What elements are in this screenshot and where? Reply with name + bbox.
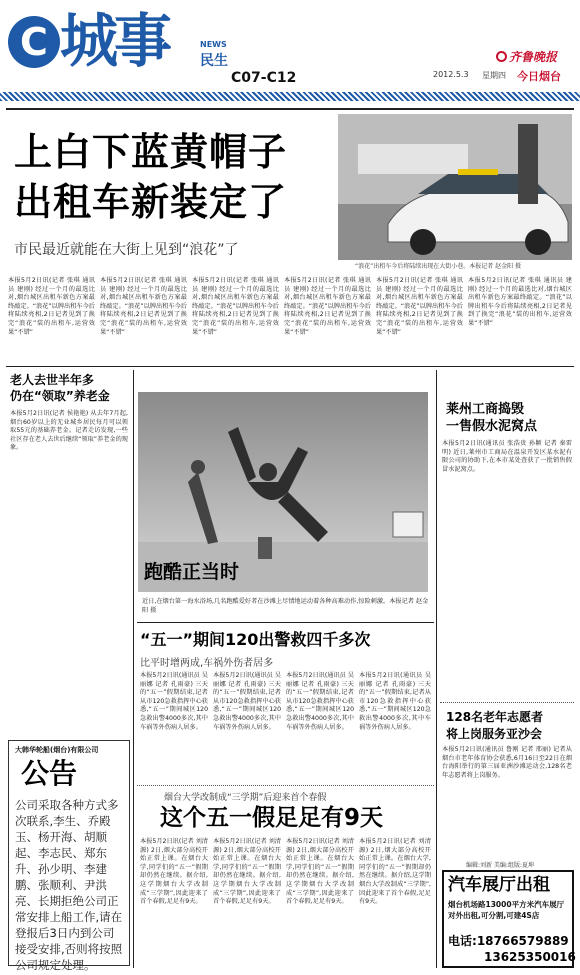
left-col-divider: [133, 370, 134, 968]
ad-body: 烟台机场路13000平方米汽车展厅对外出租,可分割,可建4S店: [448, 900, 565, 920]
lead-body-col1: 本报5月2日讯(记者 张琪 通讯员 建刚) 经过一个月的最选比对,烟台城区出租车新色方案最终敲定。“浪花”以牌出租车今后将陆续亮相,2日记者见到了换完“浪花”装的出租车,运营效果“不错”: [8, 277, 95, 336]
emergency-body-col3: 本报5月2日讯(通讯员 吴丽娜 记者 孔雨豪) 三天的“五一”假期结束,记者从市120急救指挥中心获悉,“五一”期间城区120急救出警4000多次,其中车祸等外伤病人居多。: [286, 672, 354, 731]
holiday-body-col2: 本报5月2日讯(记者 刘清源) 2日,烟大部分高校开始正常上课。在烟台大学,同学们的“五一”假期却仍然在继续。据介绍,这学期烟台大学改制成“三学期”,因此迎来了首个春假,足足有9天。: [213, 838, 281, 906]
paper-logo-icon: [496, 51, 507, 62]
lead-body-col3: 本报5月2日讯(记者 张琪 通讯员 建刚) 经过一个月的最选比对,烟台城区出租车新色方案最终敲定。“浪花”以牌出租车今后将陆续亮相,2日记者见到了换完“浪花”装的出租车,运营效果“不错”: [192, 277, 279, 336]
masthead-title: 城事: [60, 7, 169, 75]
volunteer-headline-line2: 将上岗服务亚沙会: [446, 727, 543, 741]
market-body: 本报5月2日讯(通讯员 张浩贵 孙颖 记者 秦雷明) 近日,莱州市工商局在温泉开发区某水泥有限公司的协助下,在本市某处查获了一批销售假冒水泥窝点。: [442, 440, 572, 473]
lead-body-col4: 本报5月2日讯(记者 张琪 通讯员 建刚) 经过一个月的最选比对,烟台城区出租车新色方案最终敲定。“浪花”以牌出租车今后将陆续亮相,2日记者见到了换完“浪花”装的出租车,运营效果“不错”: [284, 277, 371, 336]
emergency-body-col2: 本报5月2日讯(通讯员 吴丽娜 记者 孔雨豪) 三天的“五一”假期结束,记者从市120急救指挥中心获悉,“五一”期间城区120急救出警4000多次,其中车祸等外伤病人居多。: [213, 672, 281, 731]
notice-company: 大韩华轮船(烟台)有限公司: [15, 746, 99, 754]
lead-body-col2: 本报5月2日讯(记者 张琪 通讯员 建刚) 经过一个月的最选比对,烟台城区出租车新色方案最终敲定。“浪花”以牌出租车今后将陆续亮相,2日记者见到了换完“浪花”装的出租车,运营效果“不错”: [100, 277, 187, 336]
market-headline-line1: 莱州工商捣毁: [446, 402, 525, 417]
masthead-news-cn: 民生: [200, 53, 228, 69]
ad-phone-label: 电话:: [448, 934, 477, 948]
lead-headline-line1: 上白下蓝黄帽子: [14, 130, 288, 174]
masthead-logo-letter: C: [20, 20, 48, 64]
emergency-headline: “五一”期间120出警救四千多次: [140, 630, 371, 649]
notice-title: 公告: [21, 757, 78, 790]
elderly-body: 本报5月2日讯(记者 侯艳艳) 从去年7月起,烟台60岁以上的无业城乡居民每月可以领取55元的基础养老金。记者走访发现,一些社区存在老人去世后继续“领取”养老金的现象。: [10, 410, 128, 452]
right-col-divider: [436, 370, 437, 968]
lead-bottom-rule: [6, 366, 574, 367]
holiday-kicker: 烟台大学改制成“三学期”后迎来首个春假: [164, 793, 327, 803]
lead-body-col5: 本报5月2日讯(记者 张琪 通讯员 建刚) 经过一个月的最选比对,烟台城区出租车新色方案最终敲定。“浪花”以牌出租车今后将陆续亮相,2日记者见到了换完“浪花”装的出租车,运营效果“不错”: [376, 277, 463, 336]
parkour-headline: 跑酷正当时: [144, 561, 240, 583]
taxi-photo-illustration: [338, 114, 572, 260]
ad-phone-1-number: 18766579889: [476, 934, 569, 948]
masthead-paper-name: 齐鲁晚报: [496, 48, 557, 65]
masthead-news-en: NEWS: [200, 40, 227, 49]
ad-box: [442, 870, 574, 968]
parkour-caption: 近日,在烟台第一海水浴场,几名跑酷爱好者在沙滩上尽情地运动着各种高难动作,惊险刺激。本报记者 赵金阳 摄: [142, 598, 429, 614]
masthead-edition: 今日烟台: [517, 70, 561, 83]
market-headline-line2: 一售假水泥窝点: [446, 419, 538, 434]
elderly-headline-line1: 老人去世半年多: [10, 373, 95, 387]
volunteer-footer: 编辑:刘新 美编:组版:夏坤: [466, 862, 534, 869]
masthead: [0, 0, 580, 104]
masthead-stripe: [0, 92, 580, 101]
masthead-logo-circle: [8, 16, 60, 68]
market-bottom-rule: [440, 702, 574, 703]
lead-subhead: 市民最近就能在大街上见到“浪花”了: [14, 242, 239, 258]
ad-phone-1: [448, 934, 569, 949]
holiday-headline: 这个五一假足足有9天: [160, 805, 384, 831]
notice-box: [8, 740, 130, 972]
lead-photo: [338, 114, 572, 260]
parkour-bottom-rule: [137, 622, 434, 623]
emergency-body-col4: 本报5月2日讯(通讯员 吴丽娜 记者 孔雨豪) 三天的“五一”假期结束,记者从市120急救指挥中心获悉,“五一”期间城区120急救出警4000多次,其中车祸等外伤病人居多。: [359, 672, 431, 731]
emergency-subhead: 比平时增两成,车祸外伤者居多: [140, 658, 274, 669]
elderly-headline-line2: 仍在“领取”养老金: [10, 389, 110, 403]
holiday-body-col4: 本报5月2日讯(记者 刘清源) 2日,烟大部分高校开始正常上课。在烟台大学,同学们的“五一”假期却仍然在继续。据介绍,这学期烟台大学改制成“三学期”,因此迎来了首个春假,足足有9天。: [359, 838, 431, 906]
ad-phone-2: 13625350016: [484, 950, 576, 964]
ad-title: 汽车展厅出租: [448, 875, 550, 895]
masthead-weekday: 星期四: [482, 71, 506, 80]
holiday-body-col3: 本报5月2日讯(记者 刘清源) 2日,烟大部分高校开始正常上课。在烟台大学,同学们的“五一”假期却仍然在继续。据介绍,这学期烟台大学改制成“三学期”,因此迎来了首个春假,足足有9天。: [286, 838, 354, 906]
masthead-date: 2012.5.3: [433, 70, 469, 79]
lead-top-rule: [6, 108, 574, 110]
volunteer-headline-line1: 128名老年志愿者: [446, 710, 544, 724]
emergency-body-col1: 本报5月2日讯(通讯员 吴丽娜 记者 孔雨豪) 三天的“五一”假期结束,记者从市120急救指挥中心获悉,“五一”期间城区120急救出警4000多次,其中车祸等外伤病人居多。: [140, 672, 208, 731]
masthead-pages: C07-C12: [231, 70, 297, 86]
holiday-body-col1: 本报5月2日讯(记者 刘清源) 2日,烟大部分高校开始正常上课。在烟台大学,同学们的“五一”假期却仍然在继续。据介绍,这学期烟台大学改制成“三学期”,因此迎来了首个春假,足足有9天。: [140, 838, 208, 906]
lead-photo-caption: “浪花”出租车今后将陆续出现在大街小巷。本报记者 赵金阳 摄: [355, 263, 522, 270]
volunteer-body: 本报5月2日讯(通讯员 鲁刚 记者 邢丽) 记者从烟台市老年体育协会获悉,6月16日至22日在烟台海阳举行的第三届亚洲沙滩运动会,128名老年志愿者将上岗服务。: [442, 746, 572, 779]
emergency-bottom-rule: [137, 785, 434, 786]
notice-body: 公司采取各种方式多次联系,李生、乔殿玉、杨开海、胡顺起、李志民、郑东升、孙少明、李建鹏、张顺利、尹洪亮、长期拒绝公司正常安排上船工作,请在登报后3日内到公司接受安排,否则将按照公司规定处理。: [15, 798, 123, 972]
lead-body-col6: 本报5月2日讯(记者 张琪 通讯员 建刚) 经过一个月的最选比对,烟台城区出租车新色方案最终敲定。“浪花”以牌出租车今后将陆续亮相,2日记者见到了换完“浪花”装的出租车,运营效果“不错”: [468, 277, 572, 327]
lead-headline-line2: 出租车新装定了: [14, 180, 288, 224]
